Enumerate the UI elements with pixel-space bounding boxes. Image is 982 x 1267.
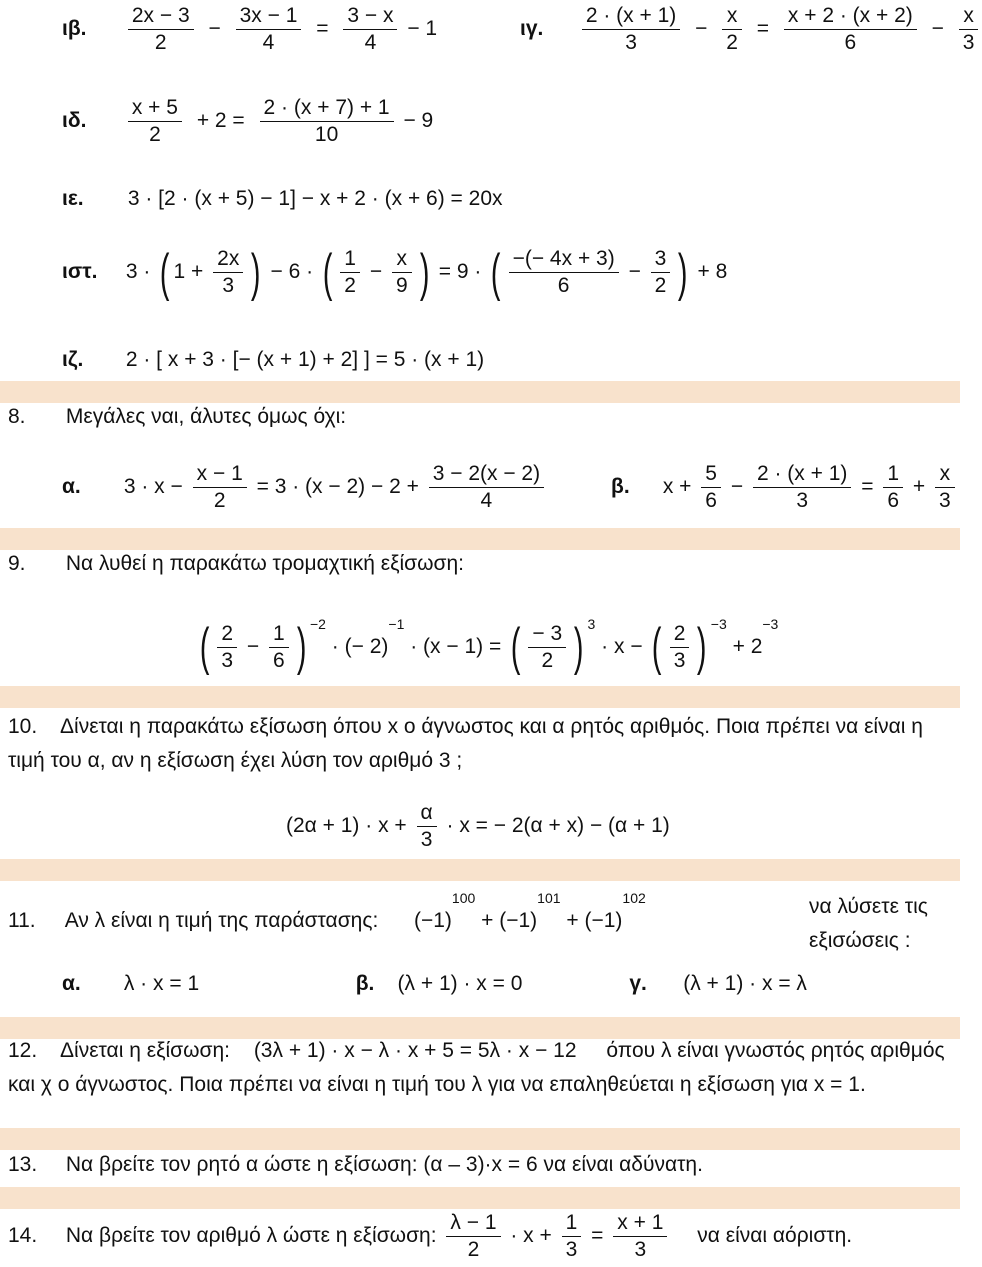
term: 3 · <box>125 260 151 284</box>
rhs: − 1 <box>407 17 438 41</box>
question-text: Αν λ είναι η τιμή της παράστασης: <box>64 909 379 932</box>
numerator: 3 − x <box>343 3 397 30</box>
numerator: x <box>392 246 412 273</box>
fraction <box>784 3 917 56</box>
denominator: 10 <box>314 123 339 146</box>
denominator: 3 <box>796 489 808 512</box>
numerator: α <box>417 800 437 827</box>
question-13 <box>8 1153 703 1177</box>
numerator: 2x − 3 <box>128 3 194 30</box>
equation: 2 · [ x + 3 · [− (x + 1) + 2] ] = 5 · (x + 1) <box>125 348 485 371</box>
exponent: 3 <box>587 616 596 632</box>
problem-label: β. <box>611 475 630 499</box>
numerator: 3 <box>651 246 671 273</box>
problem-ie <box>62 187 503 211</box>
term: − 6 · <box>270 260 314 284</box>
separator-band <box>0 686 960 708</box>
term: · x = − 2(α + x) − (α + 1) <box>446 814 670 838</box>
question-number: 12. <box>8 1039 38 1062</box>
numerator: 1 <box>269 621 289 648</box>
question-number: 14. <box>8 1224 38 1248</box>
operator: + <box>566 909 579 932</box>
numerator: 2 · (x + 1) <box>582 3 680 30</box>
numerator: −(− 4x + 3) <box>509 246 619 273</box>
separator-band <box>0 859 960 881</box>
fraction <box>883 461 903 514</box>
exponent: −2 <box>309 616 326 632</box>
fraction <box>562 1210 582 1263</box>
numerator: x <box>722 3 742 30</box>
equation: 3 · [2 · (x + 5) − 1] − x + 2 · (x + 6) = 20x <box>127 187 503 210</box>
denominator: 3 <box>625 31 637 54</box>
question-8 <box>8 405 346 429</box>
fraction <box>343 3 397 56</box>
fraction <box>236 3 302 56</box>
term: − <box>628 260 641 284</box>
fraction <box>701 461 721 514</box>
problem-iz <box>62 348 484 372</box>
question-text: Να βρείτε τον αριθμό λ ώστε η εξίσωση: <box>65 1224 437 1248</box>
question-8-b <box>611 461 959 514</box>
question-number: 11. <box>8 909 36 932</box>
rhs: − 9 <box>403 109 434 133</box>
numerator: x <box>935 461 955 488</box>
numerator: − 3 <box>528 621 566 648</box>
equation: (3λ + 1) · x − λ · x + 5 = 5λ · x − 12 <box>253 1039 577 1062</box>
problem-ig: ιγ. $\frac{2 \cdot (x + 1)}{3}$ − $\frac{x}{2}$ = $\frac{x + 2 \cdot (x + 2)}{6}$ − $\frac{x}{3}$ <box>520 3 982 56</box>
term: − <box>730 475 744 499</box>
fraction <box>429 461 544 514</box>
fraction <box>613 1210 667 1263</box>
denominator: 4 <box>262 31 275 54</box>
fraction <box>446 1210 500 1263</box>
numerator: 1 <box>883 461 903 488</box>
problem-label: ιστ. <box>62 260 98 284</box>
fraction <box>213 246 243 299</box>
denominator: 3 <box>420 828 433 851</box>
question-text: Δίνεται η παρακάτω εξίσωση όπου x ο άγνωστος και α ρητός αριθμός. Ποια πρέπει να είναι η τιμή του α, αν η εξίσωση έχει λύση τον αριθμό 3 ; <box>8 715 923 772</box>
question-10-equation <box>286 800 670 853</box>
numerator: 2x <box>213 246 243 273</box>
separator-band <box>0 1187 960 1209</box>
denominator: 3 <box>222 274 235 297</box>
fraction <box>193 461 247 514</box>
term: x + <box>662 475 692 499</box>
question-11-parts <box>62 972 807 996</box>
term: · x − <box>601 635 643 658</box>
term: · (− 2) <box>331 635 389 658</box>
separator-band <box>0 381 960 403</box>
fraction <box>340 246 360 299</box>
denominator: 3 <box>962 31 975 54</box>
fraction <box>260 95 394 148</box>
question-text: Δίνεται η εξίσωση: <box>60 1039 230 1062</box>
denominator: 2 <box>213 489 226 512</box>
question-text: Μεγάλες ναι, άλυτες όμως όχι: <box>65 405 347 428</box>
numerator: x + 1 <box>613 1210 667 1237</box>
problem-label: α. <box>62 475 81 499</box>
term: = <box>591 1224 604 1248</box>
fraction <box>670 621 690 674</box>
fraction <box>128 95 182 148</box>
question-text: να λύσετε τις εξισώσεις : <box>809 895 928 952</box>
term: · x + <box>510 1224 552 1248</box>
denominator: 6 <box>705 489 717 512</box>
denominator: 2 <box>149 123 161 146</box>
problem-label: ιδ. <box>62 109 87 133</box>
equation: λ · x = 1 <box>123 972 200 995</box>
numerator: 2 <box>217 621 237 648</box>
denominator: 2 <box>154 31 167 54</box>
denominator: 3 <box>938 489 951 512</box>
numerator: 2 <box>670 621 690 648</box>
term: = 9 · <box>438 260 482 284</box>
problem-id <box>62 95 433 148</box>
problem-label: ιγ. <box>520 17 544 41</box>
problem-label: ιε. <box>62 187 84 210</box>
part-label: α. <box>62 972 81 995</box>
separator-band <box>0 528 960 550</box>
fraction <box>128 3 194 56</box>
denominator: 3 <box>565 1238 578 1261</box>
operator: + 2 = <box>196 109 245 133</box>
denominator: 3 <box>221 648 234 672</box>
denominator: 2 <box>654 274 667 297</box>
fraction <box>269 621 289 674</box>
fraction <box>392 246 412 299</box>
term: + 2 <box>732 635 763 658</box>
part-label: γ. <box>629 972 647 995</box>
term: = <box>861 475 874 499</box>
power-term: (−1) <box>413 909 452 932</box>
equation: (λ + 1) · x = λ <box>683 972 807 995</box>
fraction <box>217 621 237 674</box>
question-9-equation: ( $\frac{2}{3}$ − $\frac{1}{6}$ ) $^{-2}$ · (− 2)$^{-1}$ · (x − 1) = ( $\frac{- 3}{2}$ ) $^3$ · x − ( $\frac{2}{3}$ ) $^{-3} + 2^{-3}$ <box>199 616 779 677</box>
term: (2α + 1) · x + <box>286 814 407 838</box>
numerator: x <box>959 3 979 30</box>
question-8-a <box>62 461 548 514</box>
question-number: 10. <box>8 715 38 738</box>
fraction <box>528 621 566 674</box>
power-term: (−1) <box>584 909 623 932</box>
denominator: 3 <box>634 1238 647 1261</box>
numerator: 5 <box>701 461 721 488</box>
question-text: να είναι αόριστη. <box>697 1224 853 1248</box>
fraction <box>509 246 619 299</box>
power-term: (−1) <box>499 909 538 932</box>
question-11-tail <box>809 890 959 958</box>
question-9 <box>8 552 464 576</box>
numerator: 1 <box>562 1210 582 1237</box>
term: = 3 · (x − 2) − 2 + <box>256 475 419 499</box>
term: 3 · x − <box>123 475 183 499</box>
numerator: 2 · (x + 1) <box>753 461 851 488</box>
numerator: λ − 1 <box>446 1210 500 1237</box>
term: + 8 <box>697 260 728 284</box>
denominator: 2 <box>344 274 356 297</box>
fraction <box>417 800 437 853</box>
exponent: −3 <box>710 616 727 632</box>
fraction <box>935 461 955 514</box>
separator-band <box>0 1128 960 1150</box>
question-number: 9. <box>8 552 26 575</box>
term: + <box>912 475 926 499</box>
denominator: 6 <box>844 31 857 54</box>
denominator: 6 <box>557 274 570 297</box>
exponent: −1 <box>388 616 405 632</box>
equation: (λ + 1) · x = 0 <box>397 972 523 995</box>
question-text: όπου λ είναι γνωστός ρητός αριθμός και χ ο άγνωστος. Ποια πρέπει να είναι η τιμή του λ για να επαληθεύεται η εξίσωση για x = 1. <box>8 1039 945 1096</box>
fraction <box>722 3 742 56</box>
numerator: 3 − 2(x − 2) <box>429 461 544 488</box>
fraction <box>753 461 851 514</box>
numerator: 3x − 1 <box>236 3 302 30</box>
numerator: x + 2 · (x + 2) <box>784 3 917 30</box>
fraction <box>959 3 979 56</box>
denominator: 2 <box>726 31 738 54</box>
problem-label: ιζ. <box>62 348 84 371</box>
operator: − <box>246 635 260 658</box>
denominator: 2 <box>541 648 554 672</box>
question-12 <box>8 1034 954 1102</box>
fraction <box>582 3 680 56</box>
part-label: β. <box>355 972 375 995</box>
problem-ist: ιστ. 3 · ( 1 + $\frac{2x}{3}$ ) − 6 · ( $\frac{1}{2}$ − $\frac{x}{9}$ ) = 9 · ( $\frac{-(- 4x + 3)}{6}$ − $\frac{3}{2}$ ) + 8 <box>62 243 728 302</box>
operator: + <box>481 909 494 932</box>
term: 1 + <box>173 260 204 284</box>
exponent: 101 <box>537 890 561 906</box>
denominator: 4 <box>480 489 493 512</box>
term: − <box>369 260 383 284</box>
exponent: −3 <box>762 616 779 632</box>
exponent: 102 <box>622 890 646 906</box>
question-text: Να λυθεί η παρακάτω τρομαχτική εξίσωση: <box>65 552 464 575</box>
fraction <box>651 246 671 299</box>
question-number: 13. <box>8 1153 38 1176</box>
denominator: 2 <box>467 1238 480 1261</box>
denominator: 6 <box>272 648 285 672</box>
denominator: 9 <box>395 274 408 297</box>
numerator: 1 <box>340 246 360 273</box>
numerator: x − 1 <box>193 461 247 488</box>
denominator: 4 <box>364 31 377 54</box>
term: · (x − 1) = <box>410 635 502 658</box>
exponent: 100 <box>451 890 476 906</box>
problem-label: ιβ. <box>62 17 87 41</box>
denominator: 6 <box>887 489 900 512</box>
question-text: Να βρείτε τον ρητό α ώστε η εξίσωση: (α – 3)·x = 6 να είναι αδύνατη. <box>65 1153 703 1176</box>
question-14 <box>8 1210 852 1263</box>
question-number: 8. <box>8 405 26 428</box>
problem-ib: ιβ. $\frac{2x - 3}{2}$ − $\frac{3x - 1}{4}$ = $\frac{3 - x}{4}$ − 1 <box>62 4 438 54</box>
numerator: x + 5 <box>128 95 182 122</box>
question-10 <box>8 710 954 778</box>
denominator: 3 <box>673 648 686 672</box>
numerator: 2 · (x + 7) + 1 <box>260 95 394 122</box>
